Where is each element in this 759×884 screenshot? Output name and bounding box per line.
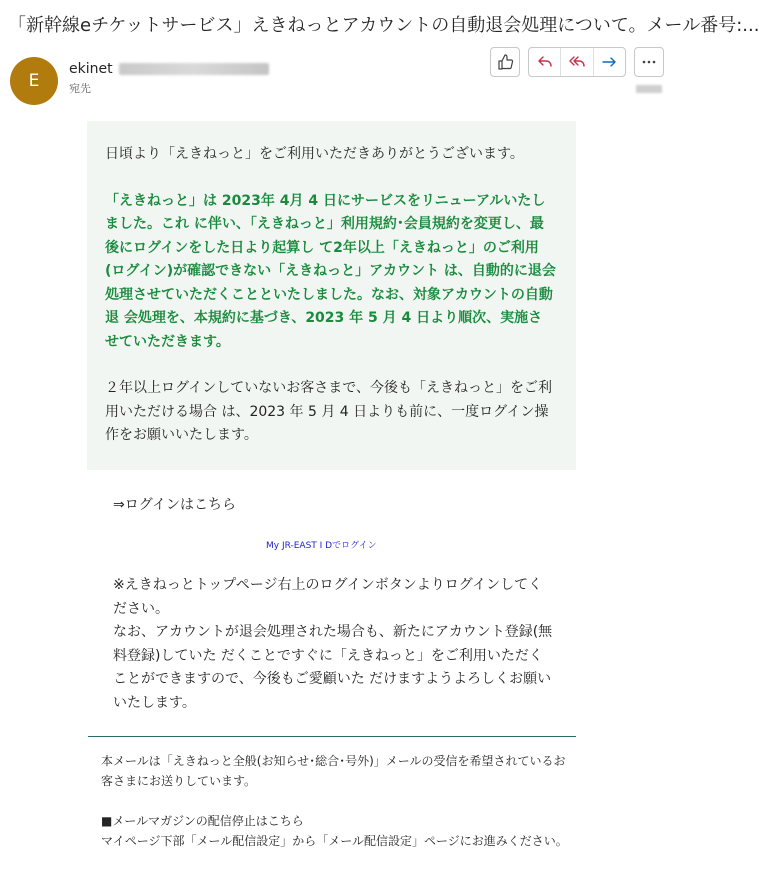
email-subject: 「新幹線eチケットサービス」えきねっとアカウントの自動退会処理について。メール番号:... [8, 15, 759, 36]
footer-unsubscribe-title: ■メールマガジンの配信停止はこちら [101, 814, 304, 828]
renewal-notice-text: 「えきねっと」は 2023年 4月 4 日にサービスをリニューアルいたしました。これ に伴い、「えきねっと」利用規約･会員規約を変更し、最後にログインをした日より起算し て2年以上「えきねっと」のご利用(ログイン)が確認できない「えきねっと」アカウント は、自動的に退会処理させていただくことといたしました。なお、対象アカウントの自動退 会処理を、本規約に基づき、2023 年 5 月 4 日より順次、実施させていただきます。 [105, 192, 556, 350]
login-note [113, 574, 553, 715]
forward-button[interactable] [594, 48, 625, 76]
login-request-text: ２年以上ログインしていないお客さまで、今後も「えきねっと」をご利用いただける場合 は、2023 年 5 月 4 日よりも前に、一度ログイン操作をお願いいたします。 [105, 380, 553, 443]
sender-name[interactable]: ekinet [69, 61, 113, 77]
service-notice-box [87, 121, 576, 470]
thumbs-up-icon [496, 53, 514, 71]
login-prompt: ⇒ログインはこちら [113, 497, 237, 513]
like-button[interactable] [490, 47, 520, 77]
sender-avatar[interactable]: E [10, 57, 58, 105]
footer-subscription-text: 本メールは「えきねっと全般(お知らせ･総合･号外)」メールの受信を希望されているお客さまにお送りしています。 [101, 754, 566, 788]
footer-unsubscribe-body: マイページ下部「メール配信設定」から「メール配信設定」ページにお進みください。 [101, 834, 568, 848]
recipient-label[interactable]: 宛先 [69, 82, 91, 95]
more-button[interactable] [634, 47, 664, 77]
jr-east-login-link[interactable]: My JR-EAST I Dでログイン [266, 541, 377, 551]
reply-all-button[interactable] [561, 48, 593, 76]
login-note-line1: ※えきねっとトップページ右上のログインボタンよりログインしてください。 [113, 577, 543, 617]
footer-divider [88, 736, 576, 737]
sender-address-redacted [119, 63, 269, 75]
reply-icon [536, 53, 554, 71]
reply-all-icon [568, 53, 586, 71]
reply-action-group [528, 47, 626, 77]
reply-button[interactable] [529, 48, 561, 76]
date-redacted [636, 85, 662, 93]
more-icon [640, 53, 658, 71]
email-footer [101, 751, 571, 851]
sender-row [69, 60, 269, 78]
forward-icon [600, 53, 618, 71]
login-note-line2: なお、アカウントが退会処理された場合も、新たにアカウント登録(無料登録)していた だくことですぐに「えきねっと」をご利用いただくことができますので、今後もご愛顧いた だけますようよろしくお願いいたします。 [113, 624, 553, 711]
greeting-text: 日頃より「えきねっと」をご利用いただきありがとうございます。 [105, 146, 524, 162]
